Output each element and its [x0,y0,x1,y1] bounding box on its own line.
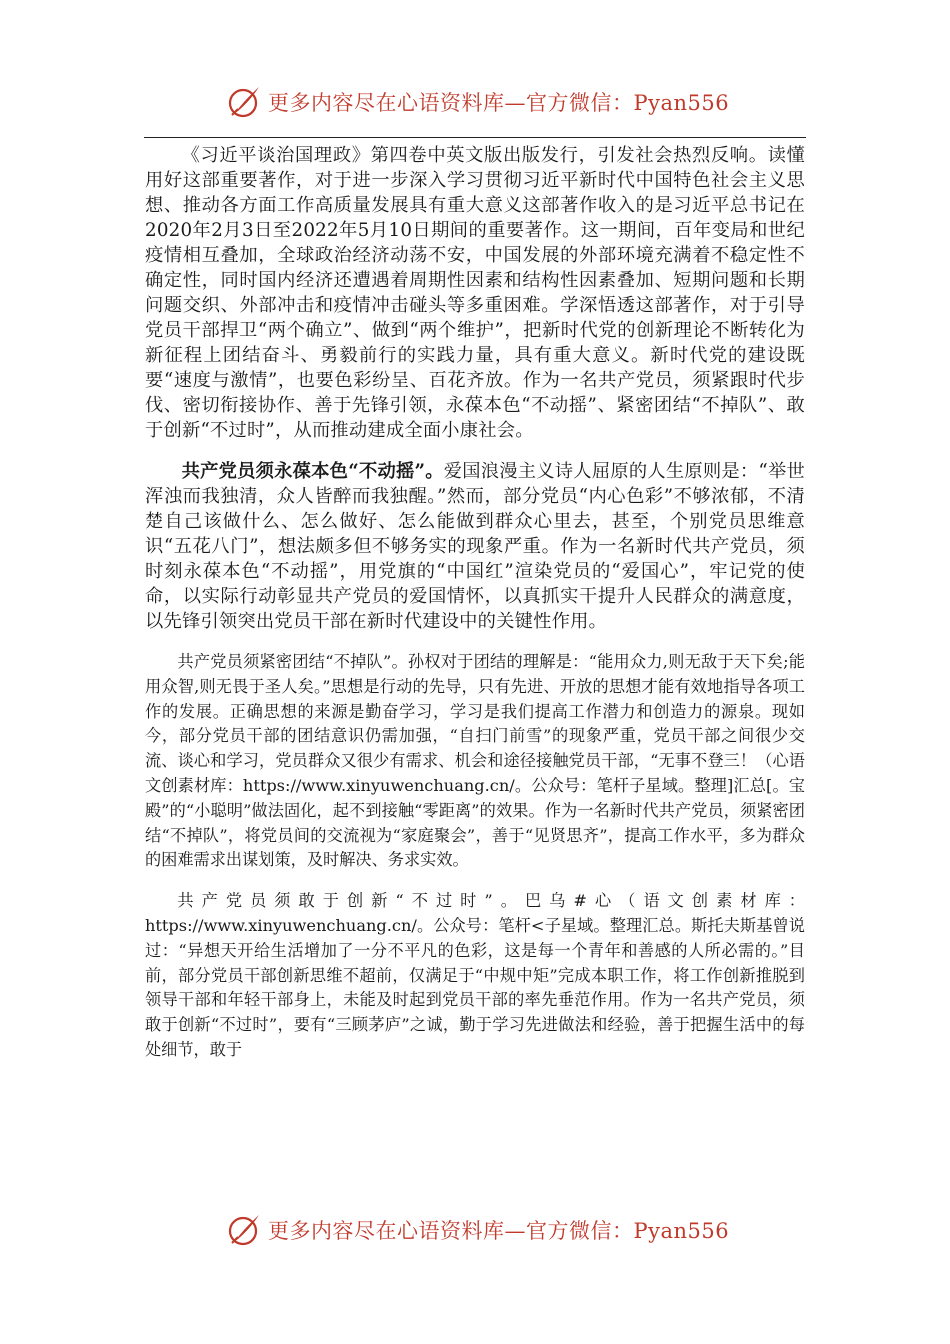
quill-logo-icon [226,84,262,120]
banner-text: 更多内容尽在心语资料库—官方微信：Pyan556 [268,91,730,115]
header-divider [144,137,806,138]
paragraph-section-1 [145,459,805,634]
banner-text: 更多内容尽在心语资料库—官方微信：Pyan556 [268,1219,730,1243]
quill-logo-icon [226,1212,262,1248]
footer-banner [0,1210,950,1250]
paragraph-section-2: 共产党员须紧密团结“不掉队”。孙权对于团结的理解是：“能用众力,则无敌于天下矣;能用众智,则无畏于圣人矣。”思想是行动的先导，只有先进、开放的思想才能有效地指导各项工作的发展。正确思想的来源是勤奋学习，学习是我们提高工作潜力和创造力的源泉。现如今，部分党员干部的团结意识仍需加强，“自扫门前雪”的现象严重，党员干部之间很少交流、谈心和学习，党员群众又很少有需求、机会和途径接触党员干部，“无事不登三！（心语文创素材库：https://www.xinyuwenchuang.cn/。公众号：笔杆子星域。整理]汇总[。宝殿”的“小聪明”做法固化，起不到接触“零距离”的效果。作为一名新时代共产党员，须紧密团结“不掉队”，将党员间的交流视为“家庭聚会”，善于“见贤思齐”，提高工作水平，多为群众的困难需求出谋划策，及时解决、务求实效。 [145,652,805,870]
section-1-body: 爱国浪漫主义诗人屈原的人生原则是：“举世浑浊而我独清，众人皆醉而我独醒。”然而，部分党员“内心色彩”不够浓郁，不清楚自己该做什么、怎么做好、怎么能做到群众心里去，甚至，个别党员思维意识“五花八门”，想法颇多但不够务实的现象严重。作为一名新时代共产党员，须时刻永葆本色“不动摇”，用党旗的“中国红”渲染党员的“爱国心”，牢记党的使命，以实际行动彰显共产党员的爱国情怀，以真抓实干提升人民群众的满意度，以先锋引领突出党员干部在新时代建设中的关键性作用。 [145,461,805,632]
paragraph-intro: 《习近平谈治国理政》第四卷中英文版出版发行，引发社会热烈反响。读懂用好这部重要著作，对于进一步深入学习贯彻习近平新时代中国特色社会主义思想、推动各方面工作高质量发展具有重大意义这部著作收入的是习近平总书记在2020年2月3日至2022年5月10日期间的重要著作。这一期间，百年变局和世纪疫情相互叠加，全球政治经济动荡不安，中国发展的外部环境充满着不稳定性不确定性，同时国内经济还遭遇着周期性因素和结构性因素叠加、短期问题和长期问题交织、外部冲击和疫情冲击碰头等多重困难。学深悟透这部著作，对于引导党员干部捍卫“两个确立”、做到“两个维护”，把新时代党的创新理论不断转化为新征程上团结奋斗、勇毅前行的实践力量，具有重大意义。新时代党的建设既要“速度与激情”，也要色彩纷呈、百花齐放。作为一名共产党员，须紧跟时代步伐、密切衔接协作、善于先锋引领，永葆本色“不动摇”、紧密团结“不掉队”、敢于创新“不过时”，从而推动建成全面小康社会。 [145,145,805,441]
section-1-heading: 共产党员须永葆本色“不动摇”。 [181,461,444,482]
header-banner [0,82,950,122]
paragraph-section-3: 共产党员须敢于创新“不过时”。巴乌#心（语文创素材库：https://www.xinyuwenchuang.cn/。公众号：笔杆<子星域。整理汇总。斯托夫斯基曾说过：“异想天开给生活增加了一分不平凡的色彩，这是每一个青年和善感的人所必需的。”目前，部分党员干部创新思维不超前，仅满足于“中规中矩”完成本职工作，将工作创新推脱到领导干部和年轻干部身上，未能及时起到党员干部的率先垂范作用。作为一名共产党员，须敢于创新“不过时”，要有“三顾茅庐”之诚，勤于学习先进做法和经验，善于把握生活中的每处细节，敢于 [145,891,805,1059]
article-body [145,143,805,1063]
